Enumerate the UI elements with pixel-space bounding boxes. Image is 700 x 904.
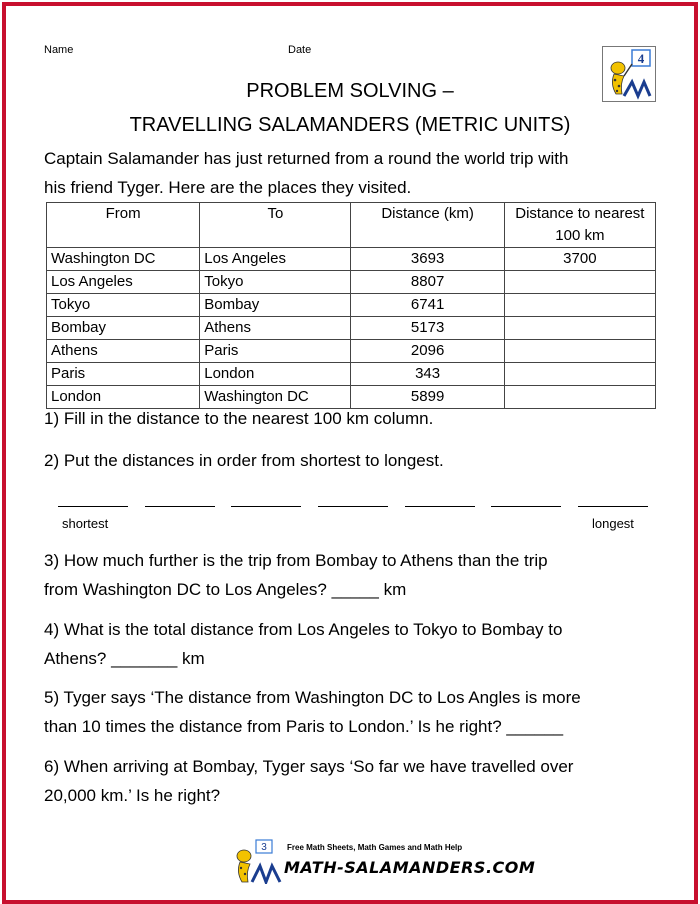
table-row	[47, 317, 656, 340]
question-5-line-2: than 10 times the distance from Paris to London.’ Is he right? ______	[44, 717, 564, 736]
cell-to: Paris	[200, 340, 351, 363]
table-row	[47, 340, 656, 363]
question-4-line-1: 4) What is the total distance from Los Angeles to Tokyo to Bombay to	[44, 620, 563, 639]
cell-to: Washington DC	[200, 386, 351, 409]
cell-from: London	[47, 386, 200, 409]
question-1: 1) Fill in the distance to the nearest 100 km column.	[44, 409, 434, 428]
cell-from: Athens	[47, 340, 200, 363]
cell-distance: 2096	[351, 340, 504, 363]
name-label: Name	[44, 44, 74, 56]
cell-rounded[interactable]	[504, 317, 655, 340]
table-row	[47, 271, 656, 294]
cell-rounded[interactable]	[504, 363, 655, 386]
answer-blank-2[interactable]	[145, 488, 215, 507]
cell-to: London	[200, 363, 351, 386]
table-row	[47, 363, 656, 386]
date-label: Date	[288, 44, 312, 56]
answer-blank-6[interactable]	[491, 488, 561, 507]
cell-from: Bombay	[47, 317, 200, 340]
question-3-line-2: from Washington DC to Los Angeles? _____ km	[44, 580, 407, 599]
answer-blank-1[interactable]	[58, 488, 128, 507]
distance-table	[46, 202, 656, 409]
cell-from: Los Angeles	[47, 271, 200, 294]
cell-distance: 3693	[351, 248, 504, 271]
cell-from: Tokyo	[47, 294, 200, 317]
intro-line-1: Captain Salamander has just returned from a round the world trip with	[44, 149, 569, 168]
table-header-row	[47, 203, 656, 248]
ordering-blanks	[58, 488, 648, 507]
cell-distance: 8807	[351, 271, 504, 294]
footer-brand[interactable]: MATH-SALAMANDERS.COM	[284, 858, 536, 877]
question-6-line-2: 20,000 km.’ Is he right?	[44, 786, 221, 805]
table-row	[47, 248, 656, 271]
col-header-to: To	[200, 203, 351, 248]
cell-to: Bombay	[200, 294, 351, 317]
col-header-from: From	[47, 203, 200, 248]
cell-from: Paris	[47, 363, 200, 386]
question-5-line-1: 5) Tyger says ‘The distance from Washington DC to Los Angles is more	[44, 688, 581, 707]
cell-rounded[interactable]	[504, 294, 655, 317]
answer-blank-5[interactable]	[405, 488, 475, 507]
title-line-2: TRAVELLING SALAMANDERS (METRIC UNITS)	[129, 114, 571, 136]
title-line-1: PROBLEM SOLVING –	[246, 80, 454, 102]
footer-badge-number: 3	[261, 842, 267, 853]
question-4-line-2: Athens? _______ km	[44, 649, 205, 668]
answer-blank-7[interactable]	[578, 488, 648, 507]
cell-to: Tokyo	[200, 271, 351, 294]
cell-distance: 5173	[351, 317, 504, 340]
footer-tagline: Free Math Sheets, Math Games and Math Help	[287, 843, 463, 852]
col-header-rounded: Distance to nearest 100 km	[504, 203, 655, 248]
col-header-distance: Distance (km)	[351, 203, 504, 248]
question-2: 2) Put the distances in order from shortest to longest.	[44, 451, 444, 470]
longest-label: longest	[592, 516, 634, 531]
answer-blank-4[interactable]	[318, 488, 388, 507]
cell-distance: 343	[351, 363, 504, 386]
question-6-line-1: 6) When arriving at Bombay, Tyger says ‘So far we have travelled over	[44, 757, 574, 776]
cell-distance: 6741	[351, 294, 504, 317]
cell-to: Los Angeles	[200, 248, 351, 271]
cell-to: Athens	[200, 317, 351, 340]
grade-number: 4	[637, 51, 645, 66]
cell-rounded[interactable]	[504, 271, 655, 294]
question-3-line-1: 3) How much further is the trip from Bombay to Athens than the trip	[44, 551, 548, 570]
shortest-label: shortest	[62, 516, 109, 531]
cell-rounded[interactable]: 3700	[504, 248, 655, 271]
table-row	[47, 294, 656, 317]
cell-rounded[interactable]	[504, 340, 655, 363]
answer-blank-3[interactable]	[231, 488, 301, 507]
cell-distance: 5899	[351, 386, 504, 409]
intro-line-2: his friend Tyger. Here are the places they visited.	[44, 178, 412, 197]
cell-from: Washington DC	[47, 248, 200, 271]
